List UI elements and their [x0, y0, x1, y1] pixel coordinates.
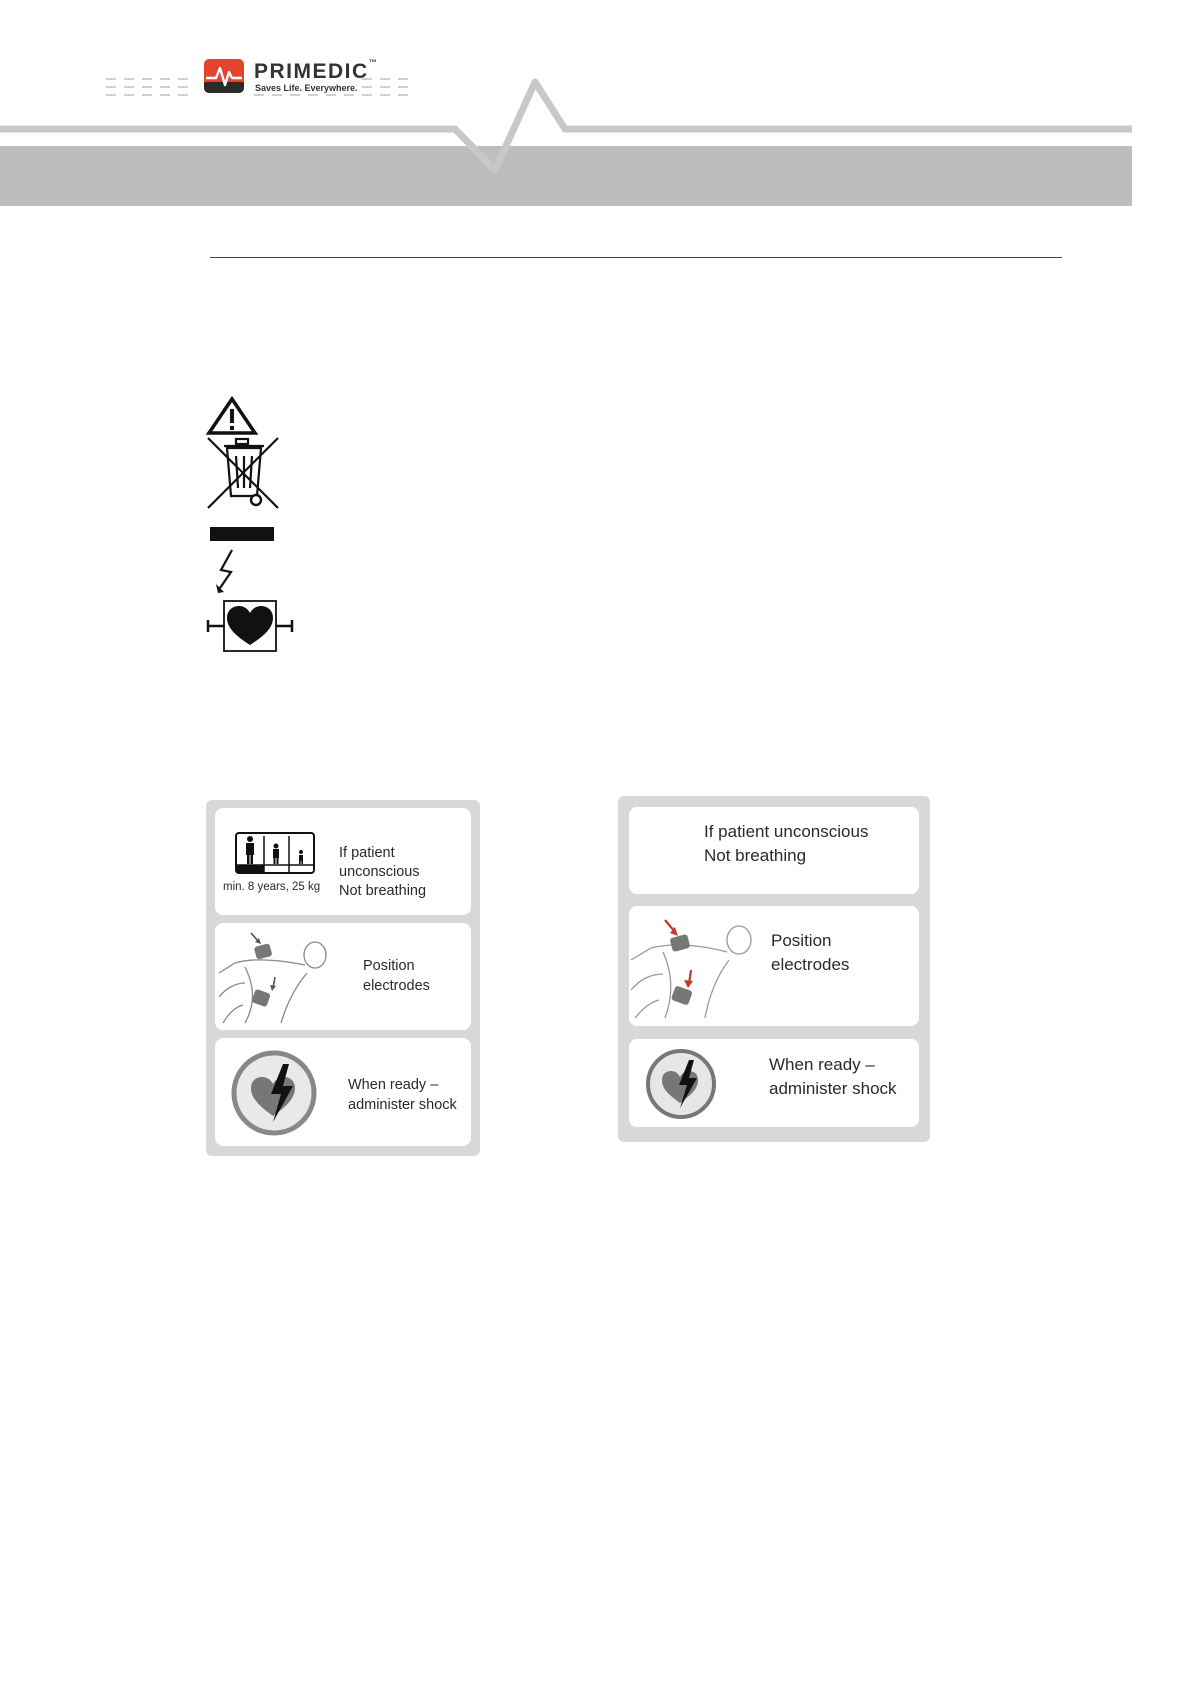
step-card-position-electrodes — [215, 923, 471, 1030]
page-header — [0, 0, 1191, 220]
step1-line-2: Not breathing — [704, 846, 807, 865]
warning-triangle-icon — [206, 396, 258, 436]
aed-instructions-panel-left — [206, 800, 480, 1156]
shock-button-icon — [231, 1050, 317, 1136]
step3-line-2: administer shock — [348, 1097, 457, 1113]
brand-tagline: Saves Life. Everywhere. — [255, 83, 358, 93]
electrode-placement-illustration-icon — [629, 912, 759, 1022]
step1-line-1: If patient — [339, 845, 395, 861]
black-bar-symbol — [210, 526, 276, 542]
step3-line-2: administer shock — [769, 1079, 897, 1098]
defibrillation-proof-heart-icon — [206, 598, 296, 654]
crossed-out-wheelie-bin-icon — [206, 436, 282, 512]
step-card-position-electrodes — [629, 906, 919, 1026]
step1-line-2: unconscious — [339, 864, 420, 880]
step1-line-1: If patient unconscious — [704, 822, 869, 841]
step-card-check-patient — [215, 808, 471, 915]
step3-line-1: When ready – — [769, 1055, 875, 1074]
brand-name: PRIMEDIC™ — [254, 58, 377, 83]
header-ecg-graphic — [0, 0, 1191, 220]
header-divider — [210, 257, 1062, 258]
primedic-logo-icon — [204, 59, 244, 93]
trademark-mark: ™ — [368, 58, 377, 67]
electrode-placement-illustration-icon — [215, 927, 335, 1027]
step-card-administer-shock — [629, 1039, 919, 1127]
step-card-administer-shock — [215, 1038, 471, 1146]
step2-line-2: electrodes — [771, 955, 850, 974]
age-weight-requirement: min. 8 years, 25 kg — [223, 881, 321, 893]
lightning-bolt-icon — [212, 548, 242, 594]
step2-line-1: Position — [363, 958, 415, 974]
step-card-check-patient — [629, 807, 919, 894]
step2-line-2: electrodes — [363, 978, 430, 994]
step2-line-1: Position — [771, 931, 832, 950]
patient-size-chart-icon — [235, 832, 315, 876]
step3-line-1: When ready – — [348, 1077, 439, 1093]
shock-button-icon — [645, 1048, 717, 1120]
aed-instructions-panel-right — [618, 796, 930, 1142]
step1-line-3: Not breathing — [339, 883, 427, 899]
